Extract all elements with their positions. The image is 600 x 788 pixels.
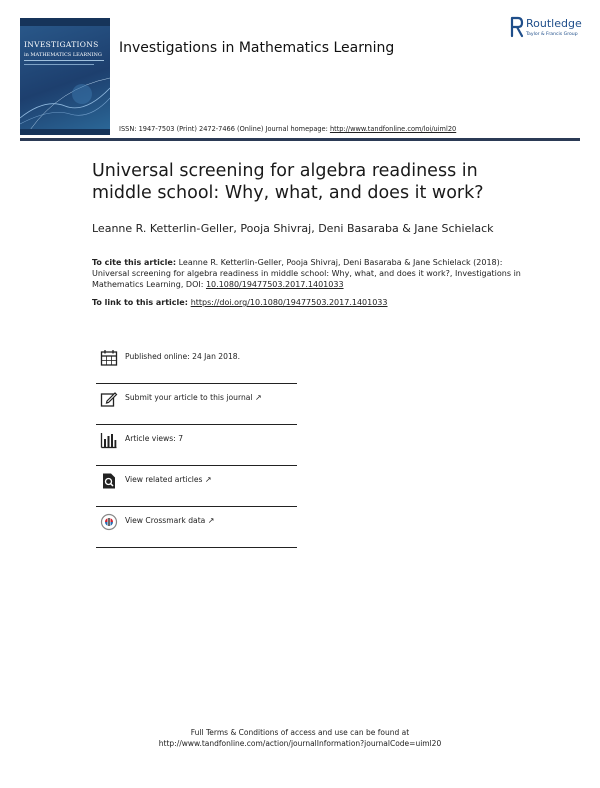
publisher-tagline: Taylor & Francis Group	[526, 32, 578, 37]
citation-block	[92, 257, 532, 290]
crossmark-icon	[100, 513, 118, 531]
header-divider	[20, 138, 580, 141]
issn-line	[119, 125, 456, 133]
cite-text: Leanne R. Ketterlin-Geller, Pooja Shivraj, Deni Basaraba & Jane Schielack (2018): Universal screening for algebra readiness in middle school: Why, what, and does it work?, Investigations in Mathematics Learning, DOI:	[92, 258, 521, 289]
related-articles-text: View related articles	[125, 475, 203, 484]
external-link-icon: ↗	[254, 393, 262, 402]
publisher-name: Routledge	[526, 17, 582, 30]
link-line	[92, 298, 388, 307]
footer-line-1: Full Terms & Conditions of access and use can be found at	[190, 728, 410, 737]
external-link-icon: ↗	[204, 475, 212, 484]
crossmark-label[interactable]	[125, 516, 214, 525]
crossmark-row[interactable]	[96, 507, 297, 548]
submit-article-text: Submit your article to this journal	[125, 393, 253, 402]
bar-chart-icon	[100, 431, 118, 449]
cover-bottom-bar	[20, 129, 110, 135]
footer-terms	[0, 727, 600, 749]
related-articles-label[interactable]	[125, 475, 212, 484]
crossmark-text: View Crossmark data	[125, 516, 206, 525]
link-label: To link to this article:	[92, 298, 191, 307]
external-link-icon: ↗	[207, 516, 215, 525]
journal-cover	[20, 18, 110, 135]
article-title: Universal screening for algebra readiness in middle school: Why, what, and does it work?	[92, 161, 484, 203]
routledge-r-icon	[510, 16, 524, 38]
submit-article-label[interactable]	[125, 393, 262, 402]
edit-icon	[100, 390, 118, 408]
doi-url-link[interactable]: https://doi.org/10.1080/19477503.2017.1401033	[190, 298, 388, 307]
cover-art	[20, 68, 110, 130]
cite-label: To cite this article:	[92, 258, 177, 267]
cover-divider	[24, 64, 94, 65]
published-online-label: Published online: 24 Jan 2018.	[125, 352, 241, 361]
article-authors: Leanne R. Ketterlin-Geller, Pooja Shivraj, Deni Basaraba & Jane Schielack	[92, 222, 494, 235]
issn-text: ISSN: 1947-7503 (Print) 2472-7466 (Online) Journal homepage:	[119, 125, 330, 133]
cover-title: INVESTIGATIONS	[24, 40, 99, 49]
submit-article-row[interactable]	[96, 384, 297, 425]
calendar-icon	[100, 349, 118, 367]
footer-terms-link[interactable]: http://www.tandfonline.com/action/journalInformation?journalCode=uiml20	[158, 739, 442, 748]
related-articles-row[interactable]	[96, 466, 297, 507]
cover-divider	[24, 60, 104, 61]
article-info-list	[96, 343, 297, 548]
article-views-label: Article views: 7	[125, 434, 184, 443]
publisher-logo	[510, 16, 590, 46]
cover-subtitle: in MATHEMATICS LEARNING	[24, 52, 102, 58]
article-views-row	[96, 425, 297, 466]
cover-top-bar	[20, 18, 110, 26]
published-online-row	[96, 343, 297, 384]
journal-name: Investigations in Mathematics Learning	[119, 40, 395, 56]
journal-homepage-link[interactable]: http://www.tandfonline.com/loi/uiml20	[329, 125, 457, 133]
doi-short-link[interactable]: 10.1080/19477503.2017.1401033	[205, 280, 344, 289]
search-document-icon	[100, 472, 118, 490]
